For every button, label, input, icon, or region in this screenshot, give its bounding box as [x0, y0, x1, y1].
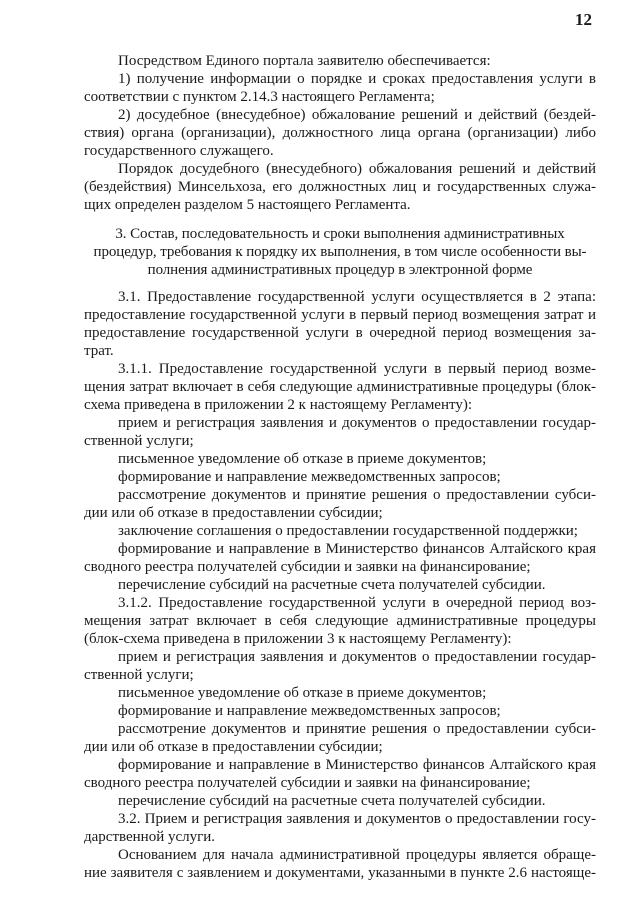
page-number: 12: [575, 10, 592, 29]
text-line: Основанием для начала административной процедуры является обраще-: [118, 847, 596, 863]
text-line: ственной услуги;: [84, 433, 194, 449]
text-line: формирование и направление в Министерство финансов Алтайского края: [118, 757, 596, 773]
text-line: сводного реестра получателей субсидии и заявки на финансирование;: [84, 775, 531, 791]
text-line: ственной услуги;: [84, 667, 194, 683]
text-line: формирование и направление в Министерство финансов Алтайского края: [118, 541, 596, 557]
text-line: письменное уведомление об отказе в приеме документов;: [118, 685, 487, 701]
text-line: 2) досудебное (внесудебное) обжалование решений и действий (бездей-: [118, 107, 596, 123]
text-line: рассмотрение документов и принятие решения о предоставлении субси-: [118, 487, 596, 503]
text-line: государственного служащего.: [84, 143, 274, 159]
text-line: прием и регистрация заявления и документов о предоставлении государ-: [118, 649, 596, 665]
text-line: перечисление субсидий на расчетные счета получателей субсидии.: [118, 793, 546, 809]
text-line: мещения затрат включает в себя следующие административные процедуры: [84, 613, 596, 629]
text-line: Порядок досудебного (внесудебного) обжалования решений и действий: [118, 161, 596, 177]
text-line: ствия) органа (организации), должностного лица органа (организации) либо: [84, 125, 596, 141]
text-line: прием и регистрация заявления и документов о предоставлении государ-: [118, 415, 596, 431]
text-line: дии или об отказе в предоставлении субсидии;: [84, 739, 383, 755]
text-line: ние заявителя с заявлением и документами, указанными в пункте 2.6 настояще-: [84, 865, 596, 881]
text-line: письменное уведомление об отказе в приеме документов;: [118, 451, 487, 467]
text-line: 3.1. Предоставление государственной услуги осуществляется в 2 этапа:: [118, 289, 596, 305]
text-line: предоставление государственной услуги в первый период возмещения затрат и: [84, 307, 596, 323]
text-line: предоставление государственной услуги в очередной период возмещения за-: [84, 325, 596, 341]
text-line: соответствии с пунктом 2.14.3 настоящего Регламента;: [84, 89, 435, 105]
text-line: (бездействия) Минсельхоза, его должностных лиц и государственных служа-: [84, 179, 596, 195]
text-line: формирование и направление межведомственных запросов;: [118, 703, 501, 719]
text-line: рассмотрение документов и принятие решения о предоставлении субси-: [118, 721, 596, 737]
text-line: формирование и направление межведомственных запросов;: [118, 469, 501, 485]
text-line: схема приведена в приложении 2 к настоящему Регламенту):: [84, 397, 473, 413]
text-line: 3.2. Прием и регистрация заявления и документов о предоставлении госу-: [118, 811, 596, 827]
text-line: заключение соглашения о предоставлении государственной поддержки;: [118, 523, 578, 539]
text-line: дии или об отказе в предоставлении субсидии;: [84, 505, 383, 521]
section-heading-line: полнения административных процедур в электронной форме: [147, 262, 533, 278]
text-line: (блок-схема приведена в приложении 3 к настоящему Регламенту):: [84, 631, 512, 647]
section-heading-line: процедур, требования к порядку их выполнения, в том числе особенности вы-: [93, 244, 587, 260]
text-line: 3.1.2. Предоставление государственной услуги в очередной период воз-: [118, 595, 596, 611]
text-line: 1) получение информации о порядке и сроках предоставления услуги в: [118, 71, 596, 87]
text-line: Посредством Единого портала заявителю обеспечивается:: [118, 53, 491, 69]
text-line: трат.: [84, 343, 114, 359]
text-line: сводного реестра получателей субсидии и заявки на финансирование;: [84, 559, 531, 575]
text-line: 3.1.1. Предоставление государственной услуги в первый период возме-: [118, 361, 596, 377]
section-heading-line: 3. Состав, последовательность и сроки выполнения административных: [115, 226, 565, 242]
text-line: перечисление субсидий на расчетные счета получателей субсидии.: [118, 577, 546, 593]
text-line: дарственной услуги.: [84, 829, 216, 845]
text-line: щих определен разделом 5 настоящего Регламента.: [84, 197, 411, 213]
text-line: щения затрат включает в себя следующие административные процедуры (блок-: [84, 379, 596, 395]
